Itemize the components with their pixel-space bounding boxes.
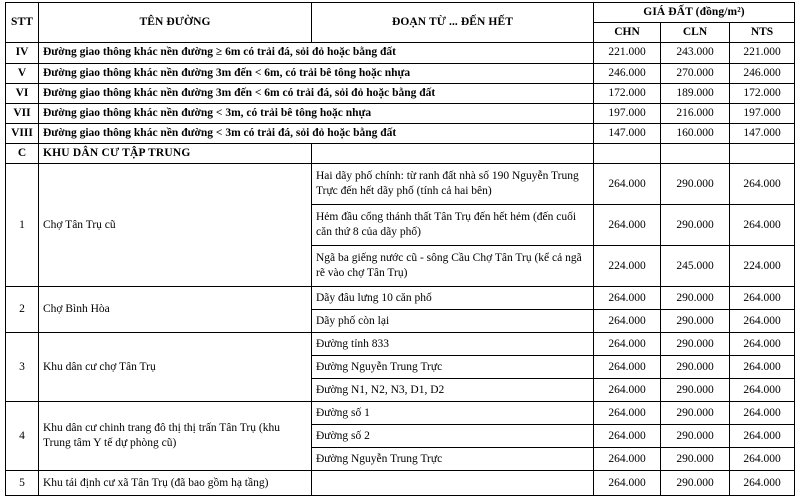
table-header [6, 3, 795, 43]
row-price-cln: 290.000 [661, 425, 730, 448]
row-price-cln: 243.000 [661, 43, 730, 63]
row-segment: Đường Nguyễn Trung Trực [312, 356, 594, 379]
row-price-chn: 264.000 [594, 164, 661, 205]
row-name: Đường giao thông khác nền đường 3m đến < 6m, có trải bê tông hoặc nhựa [39, 63, 594, 83]
row-price-cln: 290.000 [661, 205, 730, 246]
row-segment [312, 471, 594, 496]
row-segment [312, 144, 594, 164]
row-price-chn [594, 144, 661, 164]
row-stt: 4 [6, 402, 39, 471]
row-price-nts: 264.000 [730, 287, 795, 310]
row-price-cln: 189.000 [661, 83, 730, 103]
row-price-nts: 264.000 [730, 356, 795, 379]
table-row-section [6, 144, 795, 164]
row-price-chn: 264.000 [594, 333, 661, 356]
row-price-chn: 264.000 [594, 287, 661, 310]
column-header-street-name: TÊN ĐƯỜNG [39, 3, 312, 43]
row-price-nts: 264.000 [730, 379, 795, 402]
table-row [6, 83, 795, 103]
row-price-cln: 290.000 [661, 471, 730, 496]
row-price-chn: 197.000 [594, 103, 661, 123]
row-price-cln: 290.000 [661, 287, 730, 310]
row-stt: VI [6, 83, 39, 103]
row-segment: Đường số 2 [312, 425, 594, 448]
row-price-nts [730, 144, 795, 164]
row-stt: V [6, 63, 39, 83]
row-price-nts: 264.000 [730, 448, 795, 471]
row-price-chn: 264.000 [594, 205, 661, 246]
row-price-nts: 221.000 [730, 43, 795, 63]
row-price-cln: 290.000 [661, 164, 730, 205]
row-name: Đường giao thông khác nền đường < 3m có trải đá, sỏi đỏ hoặc bằng đất [39, 124, 594, 144]
row-name: Khu tái định cư xã Tân Trụ (đã bao gồm hạ tầng) [39, 471, 312, 496]
row-price-nts: 264.000 [730, 205, 795, 246]
row-stt: VIII [6, 124, 39, 144]
column-header-segment: ĐOẠN TỪ ... ĐẾN HẾT [312, 3, 594, 43]
table-row [6, 471, 795, 496]
row-price-chn: 246.000 [594, 63, 661, 83]
row-price-cln: 290.000 [661, 448, 730, 471]
row-price-chn: 264.000 [594, 471, 661, 496]
row-price-nts: 264.000 [730, 425, 795, 448]
row-segment: Hai dãy phố chính: từ ranh đất nhà số 190 Nguyễn Trung Trực đến hết dãy phố (tính cả hai bên) [312, 164, 594, 205]
row-segment: Đường tỉnh 833 [312, 333, 594, 356]
row-segment: Ngã ba giếng nước cũ - sông Cầu Chợ Tân Trụ (kể cả ngã rẽ vào chợ Tân Trụ) [312, 246, 594, 287]
row-price-nts: 172.000 [730, 83, 795, 103]
land-price-table-container [5, 2, 794, 496]
row-segment: Đường số 1 [312, 402, 594, 425]
column-header-stt: STT [6, 3, 39, 43]
table-row [6, 333, 795, 356]
row-name: Đường giao thông khác nền đường 3m đến < 6m có trải đá, sỏi đỏ hoặc bằng đất [39, 83, 594, 103]
row-name: Đường giao thông khác nền đường < 3m, có trải bê tông hoặc nhựa [39, 103, 594, 123]
row-name: Khu dân cư chợ Tân Trụ [39, 333, 312, 402]
row-stt: 1 [6, 164, 39, 287]
row-segment: Dãy phố còn lại [312, 310, 594, 333]
row-stt: C [6, 144, 39, 164]
row-segment: Đường N1, N2, N3, D1, D2 [312, 379, 594, 402]
row-price-chn: 224.000 [594, 246, 661, 287]
column-header-land-price: GIÁ ĐẤT (đồng/m²) [594, 3, 795, 23]
row-price-chn: 264.000 [594, 425, 661, 448]
row-price-cln: 290.000 [661, 402, 730, 425]
row-price-cln: 245.000 [661, 246, 730, 287]
row-price-chn: 147.000 [594, 124, 661, 144]
table-body [6, 43, 795, 496]
row-price-cln: 290.000 [661, 310, 730, 333]
table-row [6, 43, 795, 63]
row-price-chn: 264.000 [594, 310, 661, 333]
row-price-cln: 216.000 [661, 103, 730, 123]
row-price-nts: 264.000 [730, 164, 795, 205]
row-price-chn: 172.000 [594, 83, 661, 103]
table-row [6, 402, 795, 425]
table-row [6, 124, 795, 144]
row-price-cln: 290.000 [661, 379, 730, 402]
row-segment: Dãy đâu lưng 10 căn phố [312, 287, 594, 310]
row-name: Chợ Tân Trụ cũ [39, 164, 312, 287]
row-segment: Đường Nguyễn Trung Trực [312, 448, 594, 471]
row-price-nts: 224.000 [730, 246, 795, 287]
row-price-cln: 290.000 [661, 356, 730, 379]
row-price-chn: 264.000 [594, 356, 661, 379]
row-stt: 2 [6, 287, 39, 333]
row-segment: Hẻm đầu cổng thánh thất Tân Trụ đến hết hẻm (đến cuối căn thứ 8 của dãy phố) [312, 205, 594, 246]
table-row [6, 164, 795, 205]
row-stt: 3 [6, 333, 39, 402]
row-stt: IV [6, 43, 39, 63]
column-header-chn: CHN [594, 23, 661, 43]
row-stt: VII [6, 103, 39, 123]
row-price-nts: 147.000 [730, 124, 795, 144]
row-price-cln: 290.000 [661, 333, 730, 356]
row-name: Đường giao thông khác nền đường ≥ 6m có trải đá, sỏi đỏ hoặc bằng đất [39, 43, 594, 63]
row-price-nts: 197.000 [730, 103, 795, 123]
row-price-chn: 264.000 [594, 402, 661, 425]
row-price-nts: 264.000 [730, 333, 795, 356]
row-price-chn: 221.000 [594, 43, 661, 63]
land-price-table [5, 2, 795, 496]
row-price-nts: 246.000 [730, 63, 795, 83]
table-row [6, 63, 795, 83]
row-name: Khu dân cư chinh trang đô thị thị trấn Tân Trụ (khu Trung tâm Y tế dự phòng cũ) [39, 402, 312, 471]
row-price-nts: 264.000 [730, 402, 795, 425]
row-price-chn: 264.000 [594, 448, 661, 471]
column-header-cln: CLN [661, 23, 730, 43]
section-title: KHU DÂN CƯ TẬP TRUNG [39, 144, 312, 164]
column-header-nts: NTS [730, 23, 795, 43]
row-price-nts: 264.000 [730, 310, 795, 333]
row-stt: 5 [6, 471, 39, 496]
row-price-cln: 160.000 [661, 124, 730, 144]
row-price-cln [661, 144, 730, 164]
row-price-chn: 264.000 [594, 379, 661, 402]
table-row [6, 287, 795, 310]
row-name: Chợ Bình Hòa [39, 287, 312, 333]
header-row-main [6, 3, 795, 23]
row-price-cln: 270.000 [661, 63, 730, 83]
row-price-nts: 264.000 [730, 471, 795, 496]
table-row [6, 103, 795, 123]
